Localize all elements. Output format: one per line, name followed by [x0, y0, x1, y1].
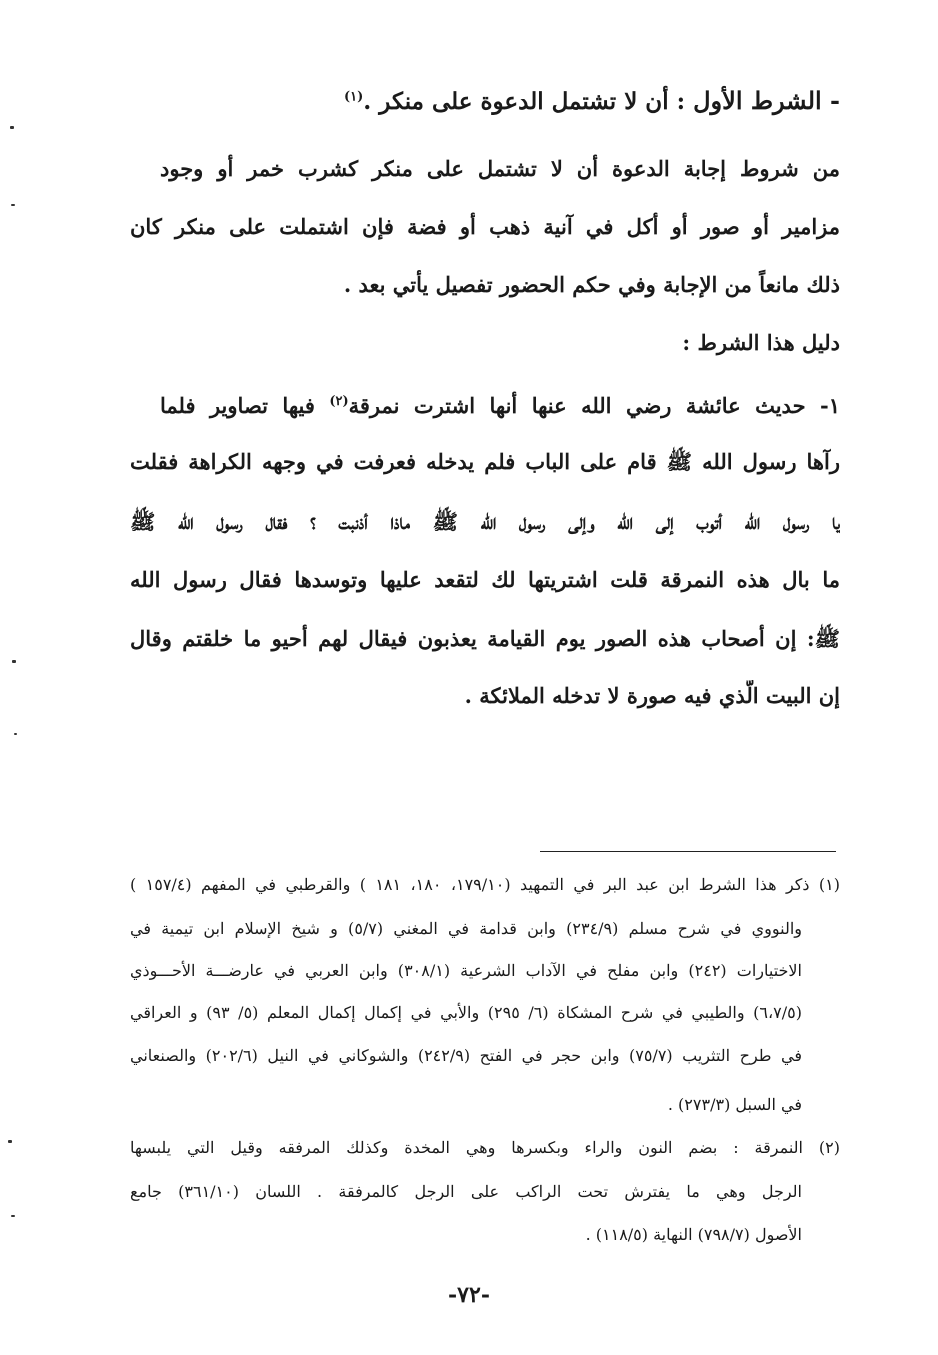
condition-heading — [344, 86, 840, 115]
margin-mark — [12, 660, 16, 663]
hadith-text-end: فيها تصاوير فلما — [160, 393, 330, 418]
footnote-2-line: الرجل وهي ما يفترش تحت الراكب على الرجل كالمرفقة . اللسان (٣٦١/١٠) جامع — [130, 1182, 802, 1201]
footnote-1-line: (١) ذكر هذا الشرط ابن عبد البر في التمهيد (١٧٩/١٠، ١٨٠، ١٨١ ) والقرطبي في المفهم (١٥٧/٤ ) — [130, 875, 840, 894]
margin-mark — [11, 204, 15, 206]
hadith-line: رآها رسول الله ﷺ قام على الباب فلم يدخله فعرفت في وجهه الكراهة فقلت — [130, 449, 840, 474]
hadith-line: إن البيت الَّذي فيه صورة لا تدخله الملائكة . — [464, 683, 840, 708]
footnote-1-line: والنووي في شرح مسلم (٢٣٤/٩) وابن قدامة في المغني (٥/٧) و شيخ الإسلام ابن تيمية في — [130, 919, 802, 938]
condition-text: : أن لا تشتمل الدعوة على منكر . — [363, 88, 694, 115]
footnote-1-line: الاختيارات (٢٤٢) وابن مفلح في الآداب الشرعية (٣٠٨/١) وابن العربي في عارضـــة الأحـــوذي — [130, 961, 802, 980]
hadith-line: ﷺ: إن أصحاب هذه الصور يوم القيامة يعذبون فيقال لهم أحيو ما خلقتم وقال — [130, 626, 840, 651]
intro-line: مزامير أو صور أو أكل في آنية ذهب أو فضة فإن اشتملت على منكر كان — [130, 214, 840, 239]
footnote-2-line: (٢) النمرقة : بضم النون والراء وبكسرها وهي المخدة وكذلك المرفقه وقيل التي يلبسها — [130, 1138, 840, 1157]
hadith-line: ما بال هذه النمرقة قلت اشتريتها لك لتقعد عليها وتوسدها فقال رسول الله — [130, 567, 840, 592]
hadith-text-start: ١- حديث عائشة رضي الله عنها أنها اشترت نمرقة — [348, 393, 840, 418]
margin-mark — [10, 126, 14, 129]
hadith-first-line — [160, 386, 840, 422]
margin-mark — [11, 1215, 15, 1217]
margin-mark — [14, 733, 17, 735]
evidence-heading: دليل هذا الشرط : — [682, 330, 840, 355]
footnote-1-line: (٦،٧/٥) والطيبي في شرح المشكاة (٦/ ٢٩٥) والأبي في إكمال إكمال المعلم (٥/ ٩٣) و العراقي — [130, 1003, 802, 1022]
footnote-separator — [540, 851, 836, 852]
intro-line: ذلك مانعاً من الإجابة وفي حكم الحضور تفصيل يأتي بعد . — [343, 272, 840, 297]
hadith-line: يا رسول الله أتوب إلى الله وإلى رسول الله ﷺ ماذا أذنبت ؟ فقال رسول الله ﷺ — [130, 509, 840, 534]
footnote-1-line: في طرح التثريب (٧٥/٧) وابن حجر في الفتح (٢٤٢/٩) والشوكاني في النيل (٢٠٢/٦) والصنعاني — [130, 1046, 802, 1065]
footnote-ref-2: (٢) — [329, 394, 349, 409]
footnote-2-line: الأصول (٧٩٨/٧) النهاية (١١٨/٥) . — [585, 1225, 802, 1244]
footnote-ref-1: (١) — [343, 89, 364, 105]
page-number: -٧٢- — [448, 1282, 490, 1308]
condition-label: - الشرط الأول — [693, 86, 840, 115]
footnote-1-line: في السبل (٢٧٣/٣) . — [667, 1095, 802, 1114]
margin-mark — [8, 1140, 12, 1143]
intro-line: من شروط إجابة الدعوة أن لا تشتمل على منكر كشرب خمر أو وجود — [160, 156, 840, 181]
